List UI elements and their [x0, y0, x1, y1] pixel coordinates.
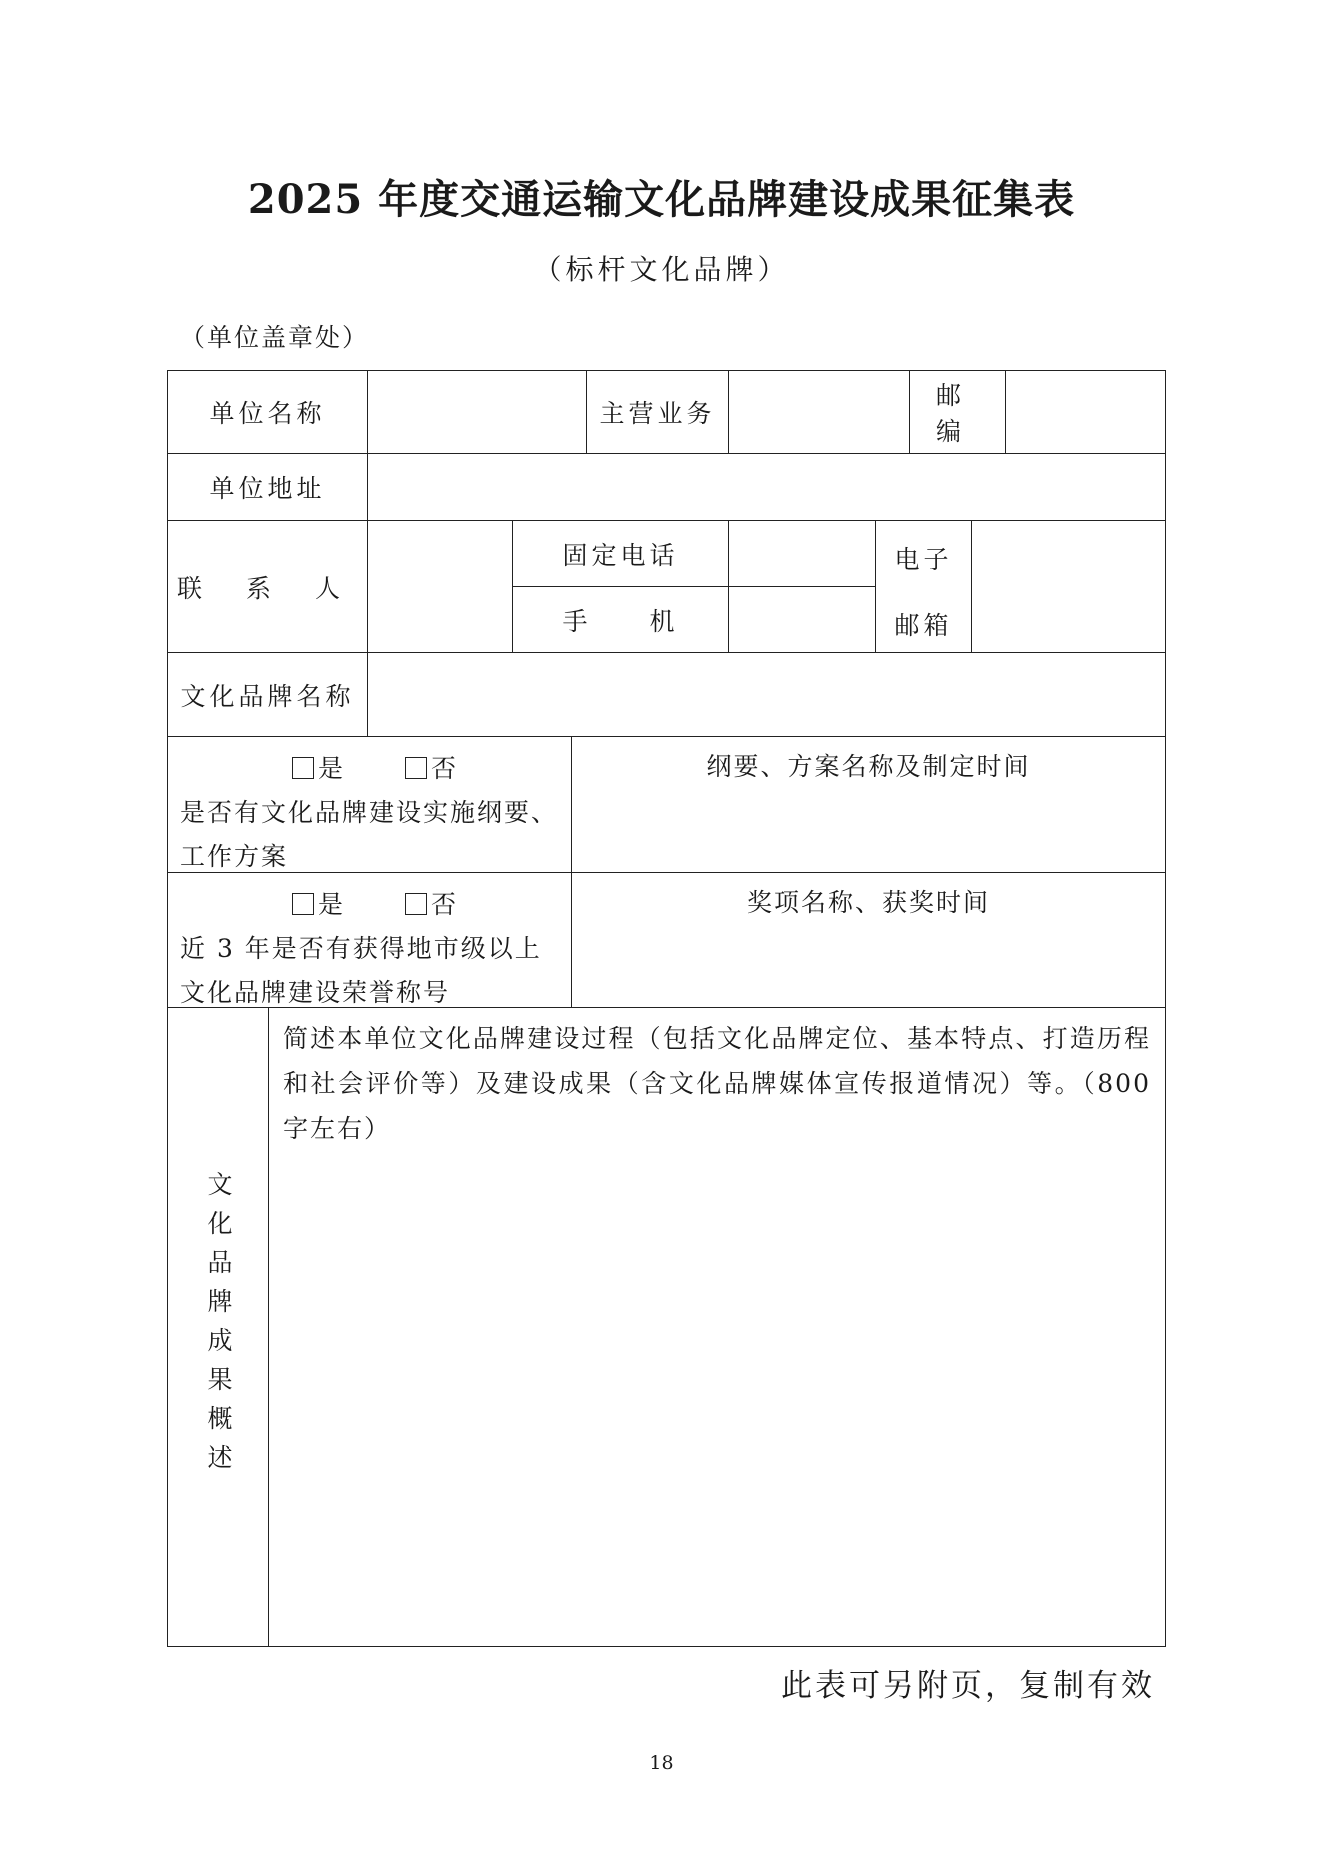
contact-label: 联 系 人 — [167, 520, 368, 653]
email-field[interactable] — [971, 520, 1166, 653]
landline-label: 固定电话 — [512, 520, 729, 587]
footer-note: 此表可另附页，复制有效 — [781, 1668, 1155, 1704]
summary-label: 文化品牌成果概述 — [167, 1007, 269, 1647]
summary-instruction: 简述本单位文化品牌建设过程（包括文化品牌定位、基本特点、打造历程和社会评价等）及建设成果（含文化品牌媒体宣传报道情况）等。（800 字左右） — [283, 1024, 1151, 1143]
main-business-field[interactable] — [728, 370, 910, 454]
brand-name-field[interactable] — [367, 652, 1166, 737]
q1-cell — [167, 736, 572, 873]
landline-field[interactable] — [728, 520, 876, 587]
q1-yes-option[interactable]: 是 — [292, 754, 345, 783]
address-field[interactable] — [367, 453, 1166, 521]
q1-no-checkbox[interactable] — [405, 757, 427, 779]
postcode-label: 邮 编 — [909, 370, 1006, 454]
q1-detail-label: 纲要、方案名称及制定时间 — [706, 752, 1031, 781]
q2-text: 近 3 年是否有获得地市级以上文化品牌建设荣誉称号 — [180, 934, 542, 1007]
q1-options — [180, 747, 559, 791]
email-label-line2: 邮箱 — [894, 611, 953, 640]
q2-options — [180, 883, 559, 927]
unit-name-field[interactable] — [367, 370, 587, 454]
q2-yes-option[interactable]: 是 — [292, 890, 345, 919]
q1-no-option[interactable]: 否 — [405, 754, 458, 783]
q2-no-checkbox[interactable] — [405, 893, 427, 915]
form-title: 2025 年度交通运输文化品牌建设成果征集表 — [247, 176, 1076, 223]
email-label — [875, 520, 972, 653]
brand-name-label: 文化品牌名称 — [167, 652, 368, 737]
unit-name-label: 单位名称 — [167, 370, 368, 454]
mobile-label: 手 机 — [512, 586, 729, 653]
q1-text: 是否有文化品牌建设实施纲要、工作方案 — [180, 798, 559, 871]
q2-yes-checkbox[interactable] — [292, 893, 314, 915]
mobile-field[interactable] — [728, 586, 876, 653]
q1-yes-checkbox[interactable] — [292, 757, 314, 779]
q2-detail-cell[interactable] — [571, 872, 1166, 1008]
q2-no-option[interactable]: 否 — [405, 890, 458, 919]
q1-detail-cell[interactable] — [571, 736, 1166, 873]
summary-field[interactable] — [268, 1007, 1166, 1647]
q2-detail-label: 奖项名称、获奖时间 — [746, 888, 990, 917]
q2-cell — [167, 872, 572, 1008]
email-label-line1: 电子 — [894, 545, 953, 574]
postcode-field[interactable] — [1005, 370, 1166, 454]
form-subtitle: （标杆文化品牌） — [533, 253, 790, 286]
contact-field[interactable] — [367, 520, 513, 653]
seal-note: （单位盖章处） — [180, 323, 370, 352]
address-label: 单位地址 — [167, 453, 368, 521]
main-business-label: 主营业务 — [586, 370, 729, 454]
page-number: 18 — [649, 1752, 674, 1774]
